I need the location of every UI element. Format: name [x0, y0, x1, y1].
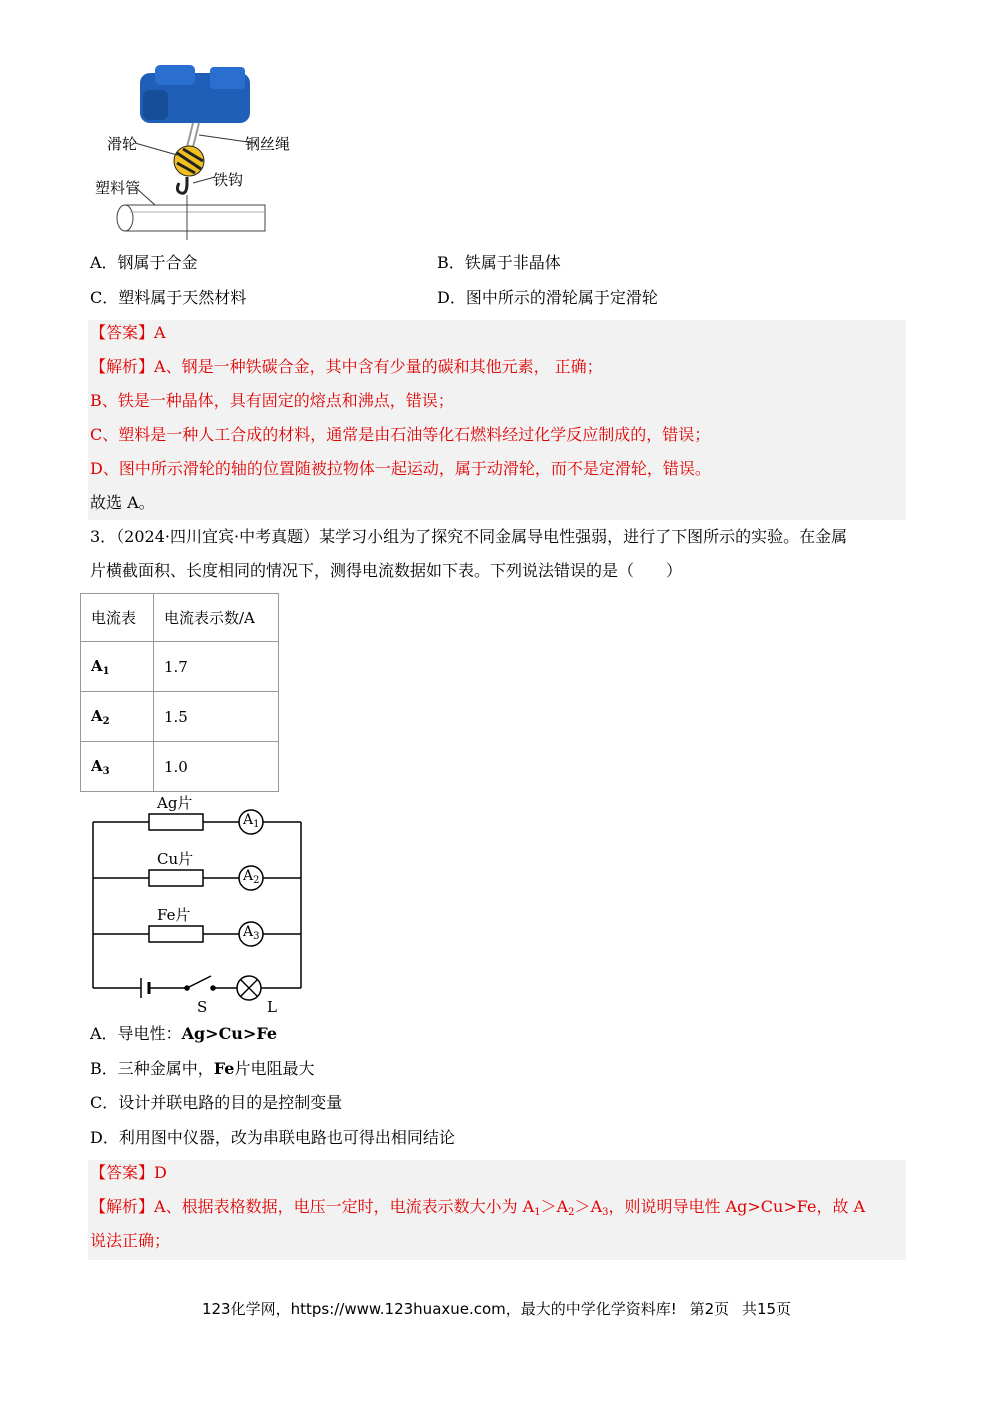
- q3-stem-line2: 片横截面积、长度相同的情况下，测得电流数据如下表。下列说法错误的是（ ）: [90, 561, 683, 580]
- q2-option-d: D．图中所示的滑轮属于定滑轮: [437, 288, 658, 307]
- ammeter-label-3: $A_3$: [243, 924, 260, 942]
- label-pipe: 塑料管: [95, 179, 141, 197]
- answer-tag: 【答案】: [90, 323, 155, 342]
- q3-answer-line: 【答案】D: [90, 1163, 167, 1182]
- q2-analysis-line1: [90, 357, 603, 377]
- table-row: [81, 692, 279, 742]
- ammeter-label-1: $A_1$: [243, 812, 260, 830]
- q3-option-c: C．设计并联电路的目的是控制变量: [90, 1093, 343, 1112]
- switch-label: S: [197, 998, 208, 1016]
- q3-option-b: B．三种金属中，Fe片电阻最大: [90, 1059, 315, 1078]
- table-row: [81, 642, 279, 692]
- branch-label-fe: Fe片: [157, 906, 191, 924]
- table-cell-value: 1.0: [154, 742, 279, 792]
- table-header-reading: 电流表示数/A: [154, 594, 279, 642]
- q2-analysis-line2: B、铁是一种晶体，具有固定的熔点和沸点，错误；: [90, 391, 454, 410]
- q3-stem-line1: 3．（2024·四川宜宾·中考真题）某学习小组为了探究不同金属导电性强弱，进行了下图所示的实验。在金属: [90, 527, 848, 546]
- footer-page: 第2页: [689, 1300, 730, 1318]
- footer-total: 共15页: [741, 1300, 792, 1318]
- crane-hoist-illustration: [95, 65, 305, 245]
- table-cell-value: 1.7: [154, 642, 279, 692]
- analysis-text: A、钢是一种铁碳合金，其中含有少量的碳和其他元素， 正确；: [154, 357, 603, 376]
- table-header-meter: 电流表: [81, 594, 154, 642]
- q2-answer-box: [88, 320, 906, 520]
- table-cell-meter: $A_3$: [81, 742, 154, 792]
- q2-option-c: C．塑料属于天然材料: [90, 288, 247, 307]
- circuit-diagram: [85, 790, 315, 1020]
- page-footer: [0, 1298, 993, 1319]
- current-table: [80, 593, 279, 792]
- q2-analysis-line3: C、塑料是一种人工合成的材料，通常是由石油等化石燃料经过化学反应制成的，错误；: [90, 425, 711, 444]
- table-cell-value: 1.5: [154, 692, 279, 742]
- label-hook: 铁钩: [213, 171, 244, 189]
- q3-option-a-formula: Ag>Cu>Fe: [181, 1024, 278, 1043]
- footer-site: 123化学网，https://www.123huaxue.com，最大的中学化学资料库!: [201, 1300, 677, 1318]
- table-row: [81, 742, 279, 792]
- q2-answer-line: [90, 323, 166, 343]
- lamp-label: L: [267, 998, 277, 1016]
- q3-analysis-line1: 【解析】A、根据表格数据，电压一定时，电流表示数大小为 $A_1>A_2>A_3$，则说明导电性 Ag>Cu>Fe，故 A: [90, 1197, 866, 1218]
- ammeter-label-2: $A_2$: [243, 868, 260, 886]
- q2-conclusion: 故选 A。: [90, 493, 155, 512]
- q2-option-a: A．钢属于合金: [90, 253, 198, 272]
- q3-analysis-line2: 说法正确；: [90, 1231, 171, 1250]
- label-pulley: 滑轮: [107, 135, 138, 153]
- q2-option-b: B．铁属于非晶体: [437, 253, 561, 272]
- parallel-circuit-svg: [85, 790, 315, 1020]
- answer-value: A: [154, 323, 166, 342]
- q3-option-d: D．利用图中仪器，改为串联电路也可得出相同结论: [90, 1128, 455, 1147]
- label-wire: 钢丝绳: [245, 135, 291, 153]
- analysis-tag: 【解析】: [90, 357, 155, 376]
- crane-figure: [95, 65, 305, 245]
- q2-analysis-line4: D、图中所示滑轮的轴的位置随被拉物体一起运动，属于动滑轮，而不是定滑轮，错误。: [90, 459, 711, 478]
- table-cell-meter: $A_1$: [81, 642, 154, 692]
- q3-option-a: A．导电性：Ag>Cu>Fe: [90, 1024, 278, 1043]
- branch-label-cu: Cu片: [157, 850, 194, 868]
- branch-label-ag: Ag片: [157, 794, 193, 812]
- table-cell-meter: $A_2$: [81, 692, 154, 742]
